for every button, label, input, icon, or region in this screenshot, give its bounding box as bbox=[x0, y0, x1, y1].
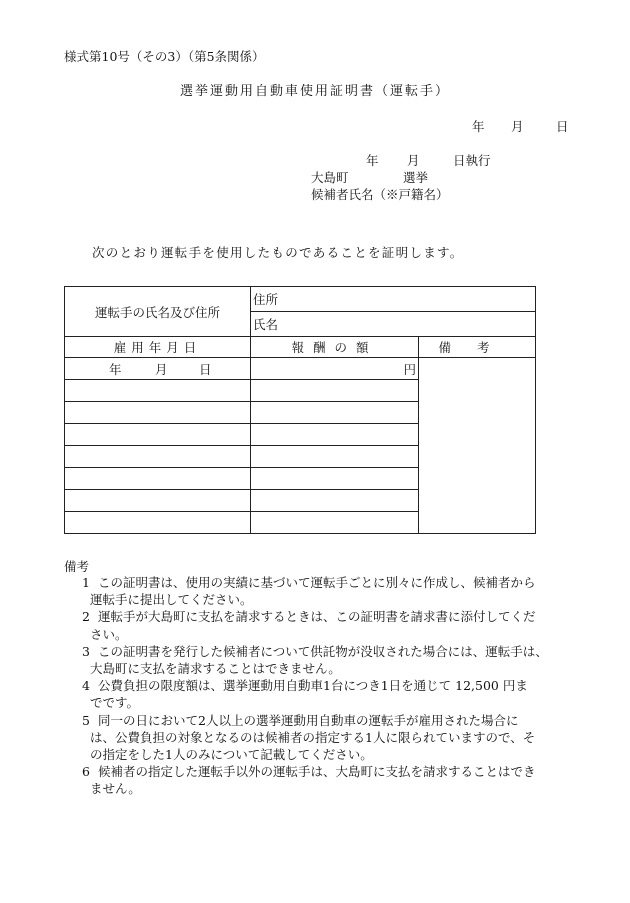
employment-date-cell bbox=[65, 402, 251, 424]
town-name: 大島町 bbox=[311, 170, 349, 185]
note-text-continued: ません。 bbox=[90, 781, 141, 797]
certificate-table bbox=[64, 286, 536, 534]
election-date-day: 日執行 bbox=[453, 153, 491, 168]
note-text: 同一の日において2人以上の選挙運動用自動車の運転手が雇用された場合に bbox=[98, 712, 519, 728]
note-text: 公費負担の限度額は、選挙運動用自動車1台につき1日を通じて 12,500 円ま bbox=[98, 678, 528, 694]
form-number-label: 様式第10号（その3）（第5条関係） bbox=[64, 49, 265, 64]
name-field: 氏名 bbox=[251, 312, 536, 337]
document-title: 選挙運動用自動車使用証明書（運転手） bbox=[179, 84, 450, 99]
compensation-cell bbox=[251, 490, 419, 512]
note-number: 1 bbox=[82, 575, 90, 590]
note-text-continued: の指定をした1人のみについて記載してください。 bbox=[90, 747, 373, 763]
issue-date-year: 年 bbox=[472, 119, 485, 134]
note-item bbox=[64, 574, 584, 608]
ymd-day: 日 bbox=[199, 361, 212, 377]
table-header-row bbox=[65, 337, 536, 358]
note-number: 4 bbox=[82, 678, 90, 694]
note-text: この証明書は、使用の実績に基づいて運転手ごとに別々に作成し、候補者から bbox=[98, 575, 536, 590]
issue-date-day: 日 bbox=[556, 119, 569, 134]
employment-date-cell bbox=[65, 358, 251, 380]
note-text-continued: 運転手に提出してください。 bbox=[90, 592, 253, 608]
note-item bbox=[64, 712, 584, 764]
column-header-remarks: 備考 bbox=[419, 337, 536, 358]
column-header-compensation: 報酬の額 bbox=[251, 337, 419, 358]
notes-list bbox=[64, 574, 584, 798]
note-number: 3 bbox=[82, 643, 90, 659]
table-row-address bbox=[65, 287, 536, 312]
compensation-cell bbox=[251, 446, 419, 468]
ymd-year: 年 bbox=[109, 361, 122, 377]
note-text-continued: さい。 bbox=[90, 626, 128, 642]
employment-date-cell bbox=[65, 446, 251, 468]
compensation-cell: 円 bbox=[251, 358, 419, 380]
election-date-year: 年 bbox=[366, 153, 379, 168]
column-header-employment-date: 雇用年月日 bbox=[65, 337, 251, 358]
certification-statement: 次のとおり運転手を使用したものであることを証明します。 bbox=[92, 245, 464, 260]
driver-info-label: 運転手の氏名及び住所 bbox=[65, 287, 251, 337]
employment-date-cell bbox=[65, 490, 251, 512]
note-number: 6 bbox=[82, 764, 90, 780]
address-field: 住所 bbox=[251, 287, 536, 312]
compensation-cell bbox=[251, 380, 419, 402]
compensation-cell bbox=[251, 402, 419, 424]
note-item bbox=[64, 608, 584, 642]
note-text-continued: でです。 bbox=[90, 695, 140, 711]
remarks-cell bbox=[419, 358, 536, 534]
note-item bbox=[64, 763, 584, 797]
employment-date-cell bbox=[65, 424, 251, 446]
election-date bbox=[366, 151, 491, 169]
compensation-cell bbox=[251, 512, 419, 534]
note-number: 5 bbox=[82, 712, 90, 728]
compensation-cell bbox=[251, 424, 419, 446]
note-text: 候補者の指定した運転手以外の運転手は、大島町に支払を請求することはでき bbox=[98, 764, 536, 780]
note-text-continued: は、公費負担の対象となるのは候補者の指定する1人に限られていますので、そ bbox=[90, 729, 536, 745]
note-text-continued: 大島町に支払を請求することはできません。 bbox=[90, 661, 341, 677]
notes-heading: 備考 bbox=[64, 559, 90, 574]
election-label: 選挙 bbox=[403, 170, 429, 185]
note-item bbox=[64, 677, 584, 711]
employment-date-cell bbox=[65, 468, 251, 490]
compensation-cell bbox=[251, 468, 419, 490]
candidate-name-label: 候補者氏名（※戸籍名） bbox=[311, 187, 449, 202]
note-item bbox=[64, 643, 584, 677]
election-date-month: 月 bbox=[407, 153, 420, 168]
table-row bbox=[65, 358, 536, 380]
ymd-month: 月 bbox=[155, 361, 168, 377]
election-town bbox=[311, 168, 428, 186]
employment-date-cell bbox=[65, 512, 251, 534]
issue-date bbox=[472, 117, 569, 135]
note-text: この証明書を発行した候補者について供託物が没収された場合には、運転手は、 bbox=[98, 643, 548, 659]
note-text: 運転手が大島町に支払を請求するときは、この証明書を請求書に添付してくだ bbox=[98, 609, 536, 625]
employment-date-cell bbox=[65, 380, 251, 402]
note-number: 2 bbox=[82, 609, 90, 625]
issue-date-month: 月 bbox=[511, 119, 524, 134]
